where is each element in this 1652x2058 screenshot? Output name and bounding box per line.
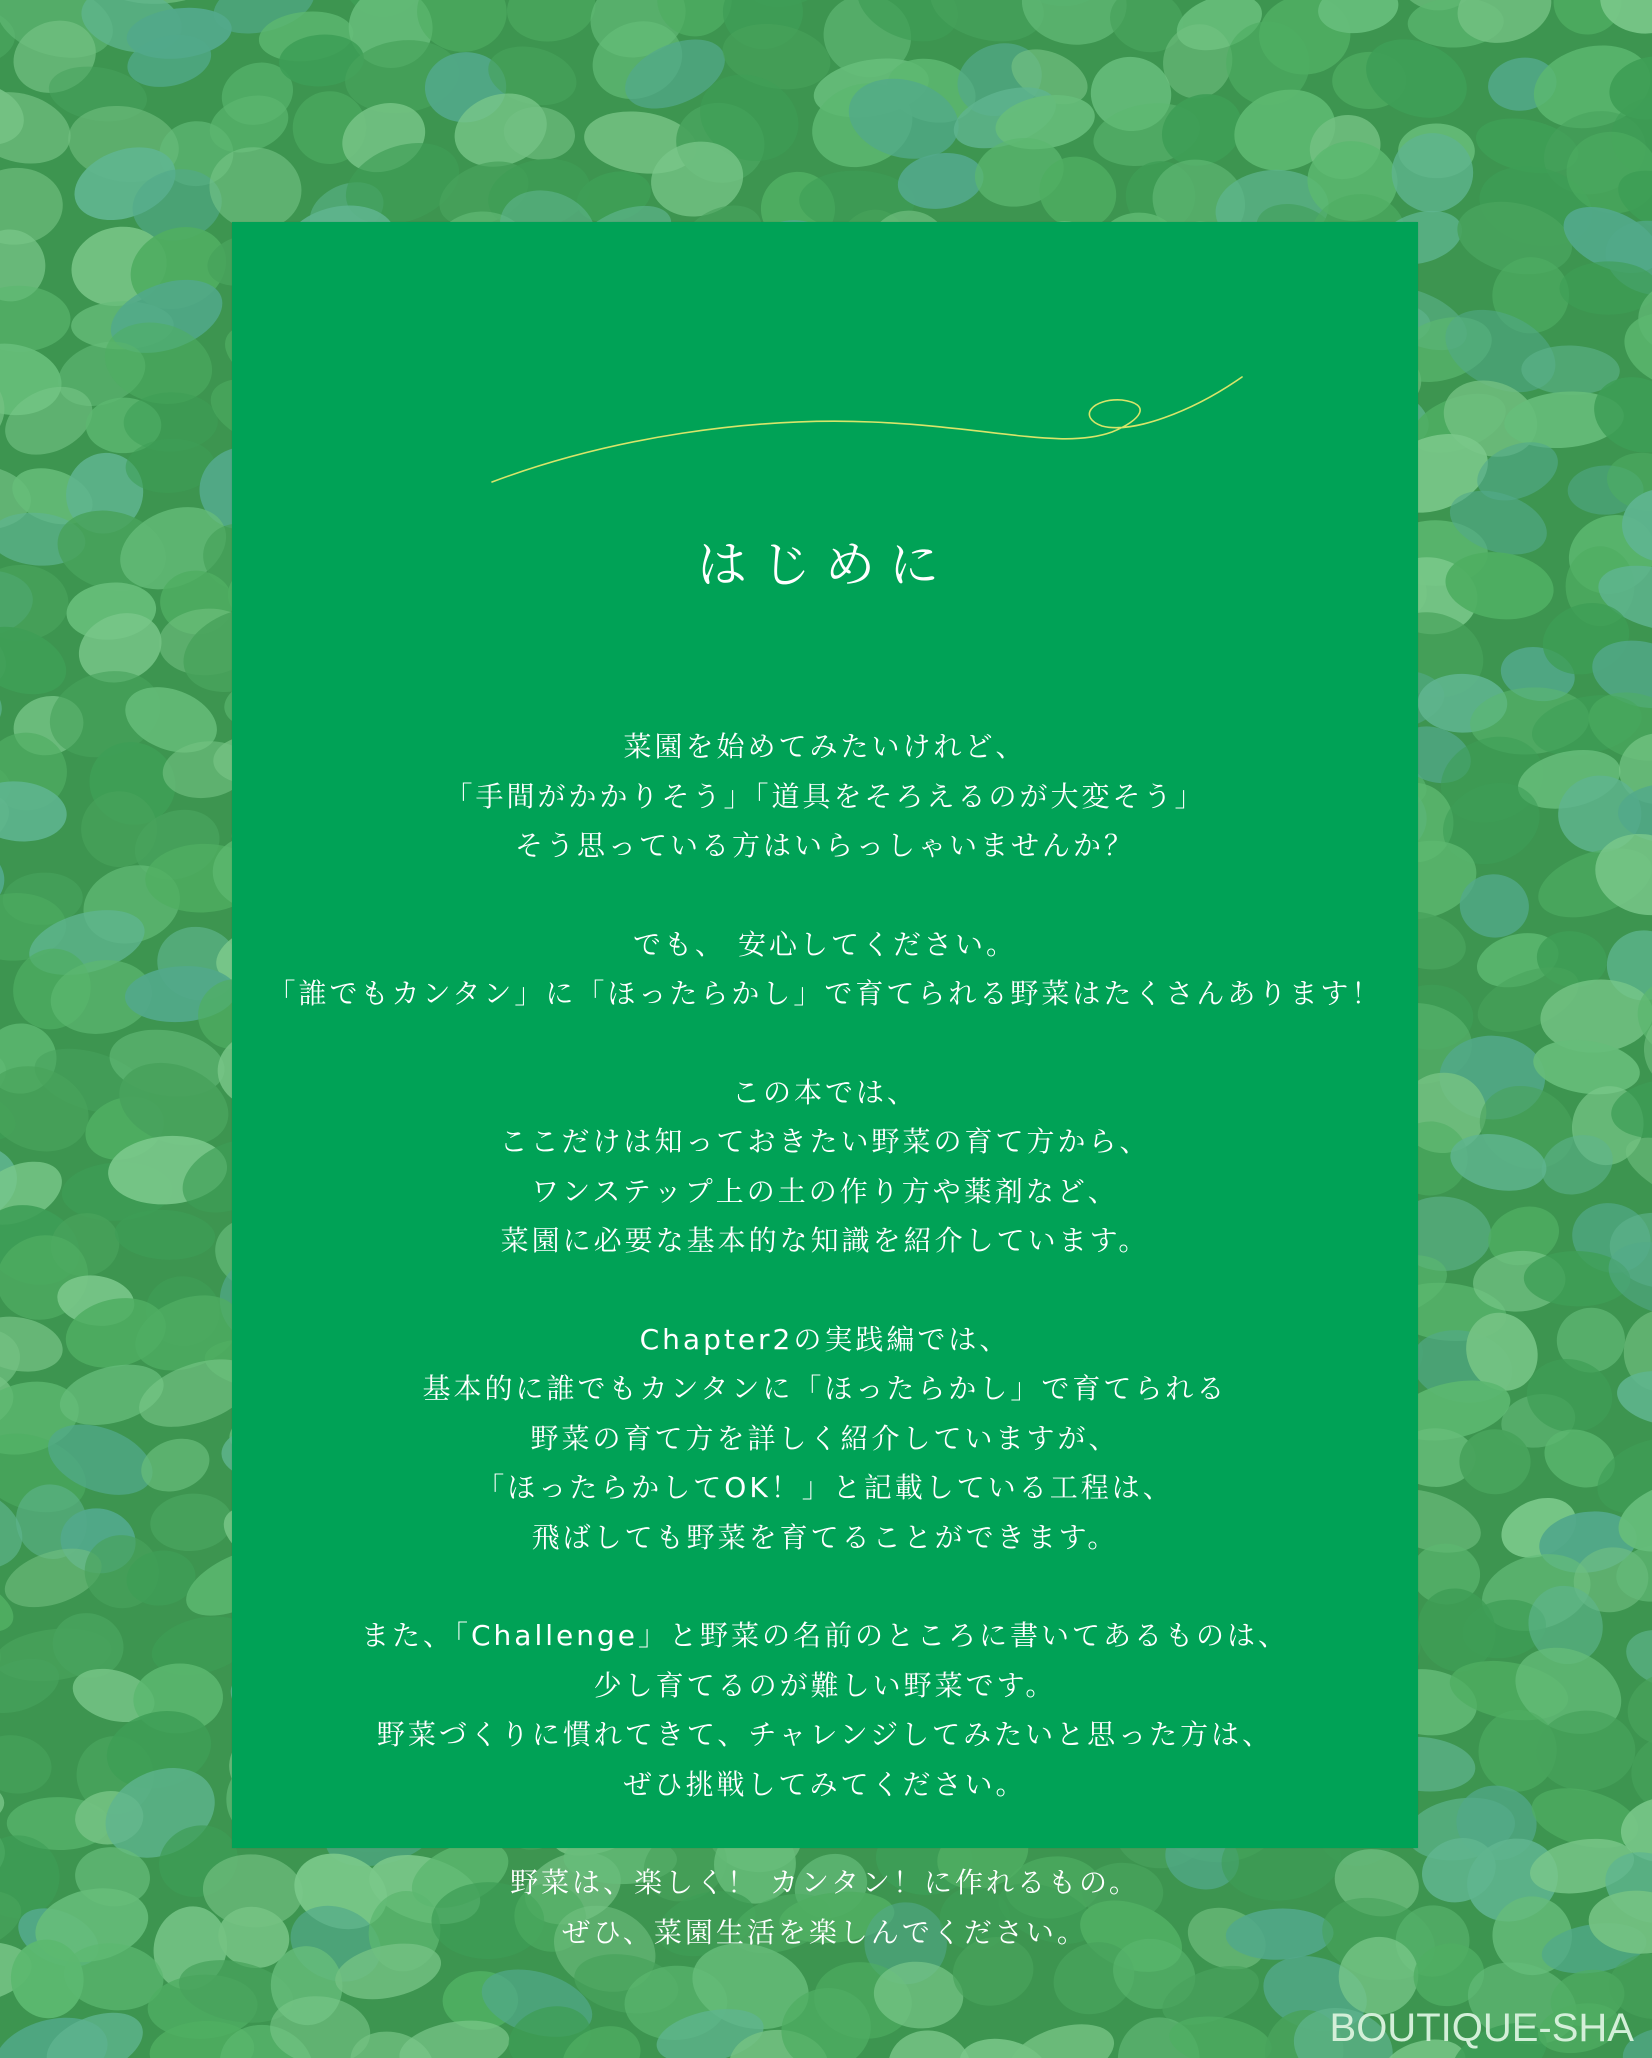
paragraph-line: Chapter2の実践編では、 — [639, 1322, 1011, 1356]
intro-panel — [232, 222, 1418, 1949]
intro-paragraph — [232, 1858, 1418, 1957]
paragraph-line: 野菜は、楽しく！ カンタン！に作れるもの。 — [510, 1866, 1140, 1899]
intro-body — [232, 722, 1418, 2006]
paragraph-line: 菜園を始めてみたいけれど、 — [623, 730, 1027, 763]
paragraph-line: 「手間がかかりそう」「道具をそろえるのが大変そう」 — [444, 779, 1206, 813]
paragraph-line: 少し育てるのが難しい野菜です。 — [593, 1668, 1057, 1702]
intro-paragraph — [232, 920, 1418, 1019]
paragraph-line: ぜひ、菜園生活を楽しんでください。 — [562, 1915, 1088, 1949]
page-title: はじめに — [697, 536, 953, 594]
paragraph-line: この本では、 — [731, 1075, 918, 1109]
paragraph-line: 「ほったらかしてOK！」と記載している工程は、 — [476, 1471, 1174, 1504]
intro-paragraph — [232, 1315, 1418, 1563]
paragraph-line: ここだけは知っておきたい野菜の育て方から、 — [499, 1125, 1151, 1158]
paragraph-line: 野菜づくりに慣れてきて、チャレンジしてみたいと思った方は、 — [376, 1718, 1274, 1751]
paragraph-line: ぜひ挑戦してみてください。 — [623, 1767, 1027, 1801]
publisher-logo: BOUTIQUE-SHA — [1329, 2006, 1634, 2050]
intro-paragraph — [232, 722, 1418, 871]
paragraph-line: 菜園に必要な基本的な知識を紹介しています。 — [500, 1224, 1150, 1257]
paragraph-line: ワンステップ上の土の作り方や薬剤など、 — [531, 1174, 1119, 1208]
paragraph-line: でも、 安心してください。 — [633, 927, 1017, 961]
intro-paragraph — [232, 1611, 1418, 1809]
paragraph-line: 野菜の育て方を詳しく紹介していますが、 — [530, 1421, 1120, 1455]
paragraph-line: 「誰でもカンタン」に「ほったらかし」で育てられる野菜はたくさんあります！ — [267, 977, 1383, 1010]
intro-paragraph — [232, 1068, 1418, 1266]
paragraph-line: 飛ばしても野菜を育てることができます。 — [531, 1520, 1119, 1554]
paragraph-line: 基本的に誰でもカンタンに「ほったらかし」で育てられる — [422, 1372, 1228, 1405]
paragraph-line: そう思っている方はいらっしゃいませんか？ — [514, 829, 1135, 862]
paragraph-line: また、「Challenge」と野菜の名前のところに書いてあるものは、 — [361, 1619, 1289, 1652]
